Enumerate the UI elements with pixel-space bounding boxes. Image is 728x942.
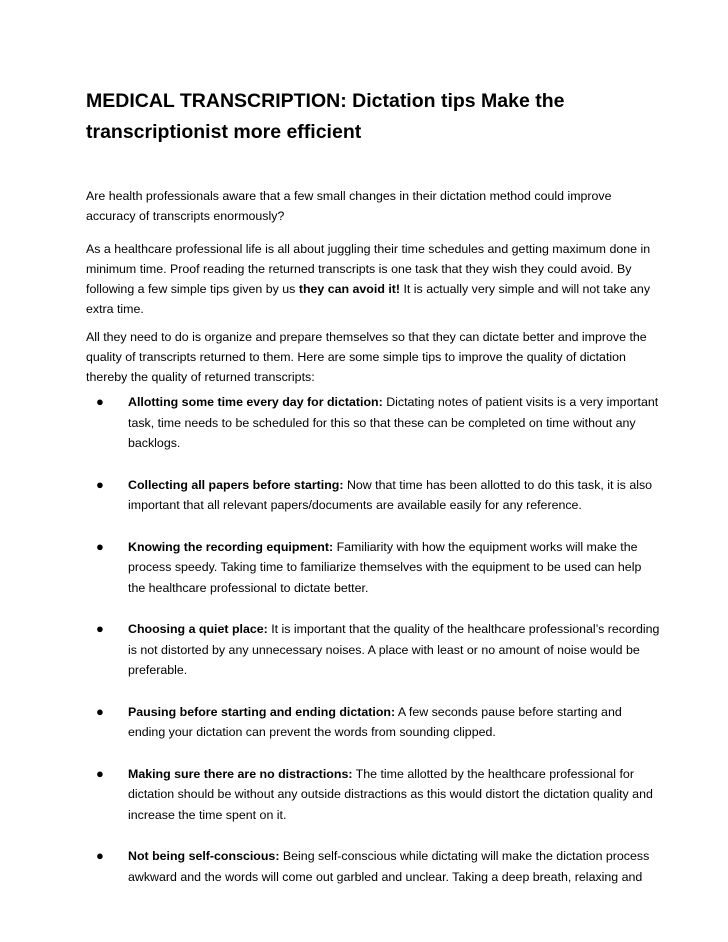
tip-item-collecting-papers: [86, 475, 660, 516]
tip-item-self-conscious: [86, 846, 660, 887]
tips-list: [86, 392, 660, 908]
bullet-icon: ●: [96, 394, 104, 409]
tip-heading: Choosing a quiet place:: [128, 622, 268, 636]
bullet-icon: ●: [96, 538, 104, 554]
emphasis-text: they can avoid it!: [298, 282, 401, 296]
bullet-icon: ●: [96, 765, 104, 781]
tip-text: Being self-conscious while dictating will make the dictation process awkward and the words will come out garbled and unclear. Taking a deep breath, relaxing and: [128, 849, 650, 884]
tip-text: Now that time has been allotted to do this task, it is also important that all relevant papers/documents are available easily for any reference.: [128, 477, 653, 512]
intro-paragraph: Are health professionals aware that a few small changes in their dictation method could improve accuracy of transcripts enormously?: [86, 189, 612, 223]
tip-text: Familiarity with how the equipment works will make the process speedy. Taking time to familiarize themselves with the equipment to be used can help the healthcare professional to dictate better.: [128, 539, 642, 595]
tip-heading: Collecting all papers before starting:: [128, 477, 344, 492]
tip-text: The time allotted by the healthcare professional for dictation should be without any outside distractions as this would distort the dictation quality and increase the time spent on it.: [128, 766, 653, 822]
tip-item-no-distractions: [86, 764, 660, 826]
tip-item-pausing: [86, 702, 660, 743]
tip-heading: Not being self-conscious:: [128, 849, 280, 863]
paragraph-text: It is actually very simple and will not take any extra time.: [86, 282, 651, 316]
paragraph-text: As a healthcare professional life is all about juggling their time schedules and getting maximum done in minimum time. Proof reading the returned transcripts is one task that they wish they could avoid. By following a few simple tips given by us: [86, 242, 651, 296]
tip-heading: Allotting some time every day for dictation:: [128, 395, 383, 409]
paragraph-time-schedules: [86, 239, 660, 319]
tip-text: It is important that the quality of the healthcare professional’s recording is not distorted by any unnecessary noises. A place with least or no amount of noise would be preferable.: [128, 622, 660, 677]
tip-item-allotting-time: [86, 392, 660, 454]
tip-heading: Pausing before starting and ending dictation:: [128, 704, 396, 719]
bullet-icon: ●: [96, 621, 104, 636]
bullet-icon: ●: [96, 848, 104, 863]
tip-item-quiet-place: [86, 619, 660, 681]
tip-item-recording-equipment: [86, 537, 660, 599]
document-title: MEDICAL TRANSCRIPTION: Dictation tips Make the transcriptionist more efficient: [86, 90, 565, 143]
bullet-icon: ●: [96, 476, 104, 492]
tip-text: A few seconds pause before starting and ending your dictation can prevent the words from sounding clipped.: [128, 704, 622, 739]
paragraph-tips-intro: All they need to do is organize and prepare themselves so that they can dictate better and improve the quality of transcripts returned to them. Here are some simple tips to improve the quality of dictation thereby the quality of returned transcripts:: [86, 330, 647, 384]
bullet-icon: ●: [96, 703, 104, 719]
tip-text: Dictating notes of patient visits is a very important task, time needs to be scheduled for this so that these can be completed on time without any backlogs.: [128, 395, 659, 450]
tip-heading: Making sure there are no distractions:: [128, 766, 353, 781]
tip-heading: Knowing the recording equipment:: [128, 539, 334, 554]
